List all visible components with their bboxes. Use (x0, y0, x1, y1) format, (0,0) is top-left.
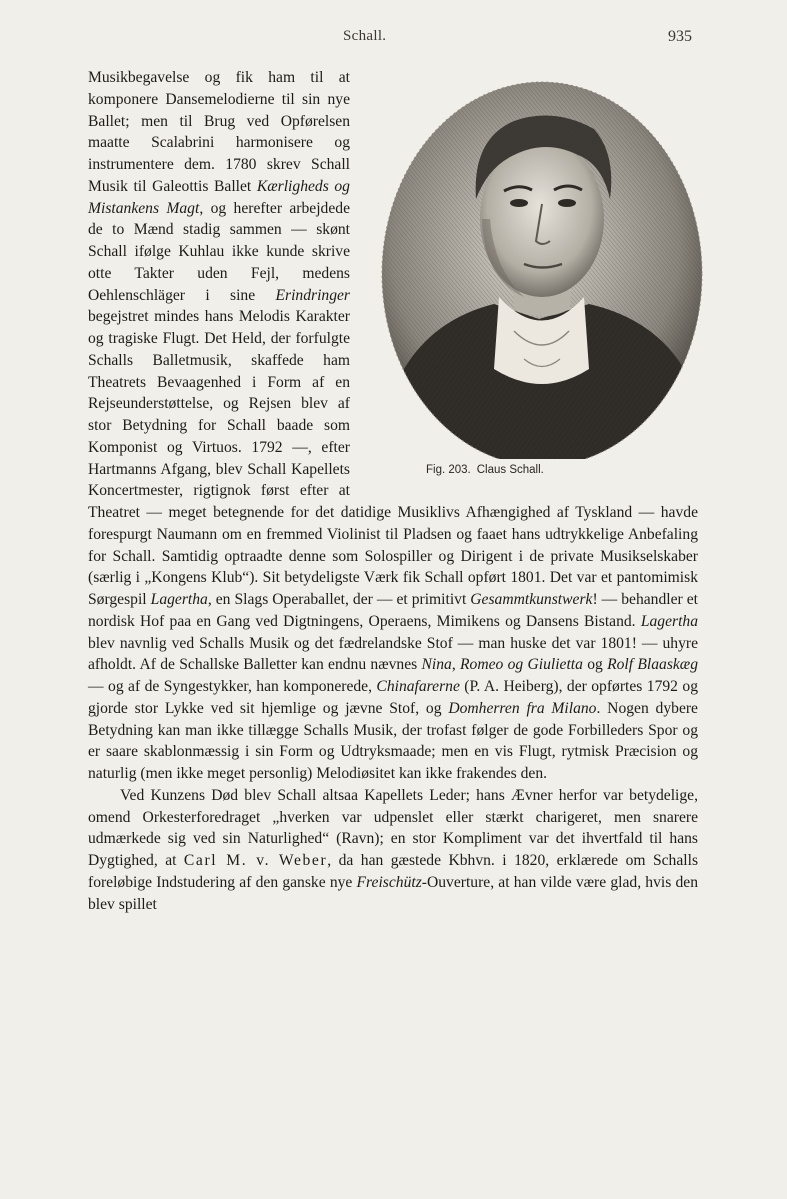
text-run: og (582, 656, 608, 674)
title-domherren: Domherren fra Milano (448, 699, 597, 717)
text-run: blev navnlig ved Schalls Musik og det fædrelandske Stof — man huske det var 1801! — uhyre afholdt. Af de Schallske Balletter kan endnu nævnes (88, 634, 698, 674)
title-freischuetz: Freischütz (356, 873, 422, 891)
text-run: , da han gæstede Kbhvn. i 1820, erklærede om Schalls foreløbige Indstudering af den ganske nye (88, 852, 699, 891)
text-run: , og herefter arbejdede de to Mænd stadig sammen — skønt Schall ifølge Kuhlau ikke kunde skrive otte Takter uden Fejl, medens Oehlenschläger i sine (88, 199, 350, 304)
body-text (88, 67, 698, 915)
text-run: Musikbegavelse og fik ham til at komponere Dansemelodierne til sin nye Ballet; men til Brug ved Opførelsen maatte Scalabrini harmonisere og instrumentere dem. 1780 skrev Schall Musik til Galeottis Ballet (88, 69, 350, 195)
title-chinafarerne: Chinafarerne (376, 678, 460, 695)
title-erindringer: Erindringer (275, 286, 350, 304)
text-run: ! — behandler et nordisk Hof paa en Gang ved Digtningens, Operaens, Mimikens og Dansens Bistand. (88, 591, 698, 630)
portrait-figure (364, 69, 706, 481)
figure-caption (426, 460, 544, 482)
engraved-portrait-icon (364, 69, 706, 459)
title-gesammtkunstwerk: Gesammtkunstwerk (470, 591, 593, 608)
running-title: Schall. (343, 28, 387, 44)
figure-caption-text: Claus Schall. (476, 464, 544, 476)
title-rolf: Rolf Blaaskæg (607, 656, 699, 674)
figure-number: Fig. 203. (426, 464, 471, 476)
text-run: -Ouverture, at han vilde være glad, hvis den blev spillet (88, 873, 698, 913)
title-lagertha: Lagertha (640, 612, 698, 630)
page-number: 935 (668, 28, 692, 45)
title-lagertha: Lagertha (150, 591, 208, 608)
title-kaerligheds: Kærligheds og Mistankens Magt (88, 177, 350, 217)
person-name: Carl M. v. Weber (183, 852, 328, 869)
text-run: (P. A. Heiberg), der opførtes 1792 og gjorde stor Lykke ved sit hjemlige og jævne Stof, og (88, 678, 698, 717)
paragraph-2 (88, 785, 698, 916)
text-run: — og af de Syngestykker, han komponerede, (88, 678, 377, 695)
title-romeo: Romeo og Giulietta (460, 656, 583, 674)
text-run: Ved Kunzens Død blev Schall altsaa Kapellets Leder; hans Ævner herfor var betydelige, omend Orkesterforedraget „hverken var udpenslet eller stærkt charigeret, men snarere udmærkede sig ved sin Naturlighed“ (Ravn); en stor Kompliment var det ihvertfald til hans Dygtighed, at (88, 786, 698, 869)
running-header (0, 24, 787, 48)
title-nina: Nina (421, 656, 452, 674)
text-run: . Nogen dybere Betydning kan man ikke tillægge Schalls Musik, der trofast følger de gode Forbilleders Spor og er saare skablonmæssig i sin Form og Udtryksmaade; men en vis Flugt, rytmisk Præcision og naturlig (men ikke meget personlig) Melodiøsitet kan ikke frakendes den. (88, 699, 698, 782)
text-run: , (451, 656, 461, 674)
text-run: begejstret mindes hans Melodis Karakter og tragiske Flugt. Det Held, der forfulgte Schalls Balletmusik, skaffede ham Theatrets Bevaagenhed i Form af en Rejseunderstøttelse, og Rejsen blev af stor Betydning for Schall baade som Komponist og Virtuos. 1792 —, efter Hartmanns Afgang, blev Schall Kapellets Koncertmester, rigtignok først efter at Theatret — meget betegnende for det datidige Musiklivs Afhængighed af Tyskland — havde forespurgt Naumann om en fremmed Violinist til Pladsen og faaet hans udtrykkelige Anbefaling for Schall. Samtidig optraadte denne som Solospiller og Dirigent i de private Musikselskaber (særlig i „Kongens Klub“). Sit betydeligste Værk fik Schall opført 1801. Det var et pantomimisk Sørgespil (88, 308, 698, 608)
text-run: , en Slags Operaballet, der — et primitivt (207, 591, 471, 608)
